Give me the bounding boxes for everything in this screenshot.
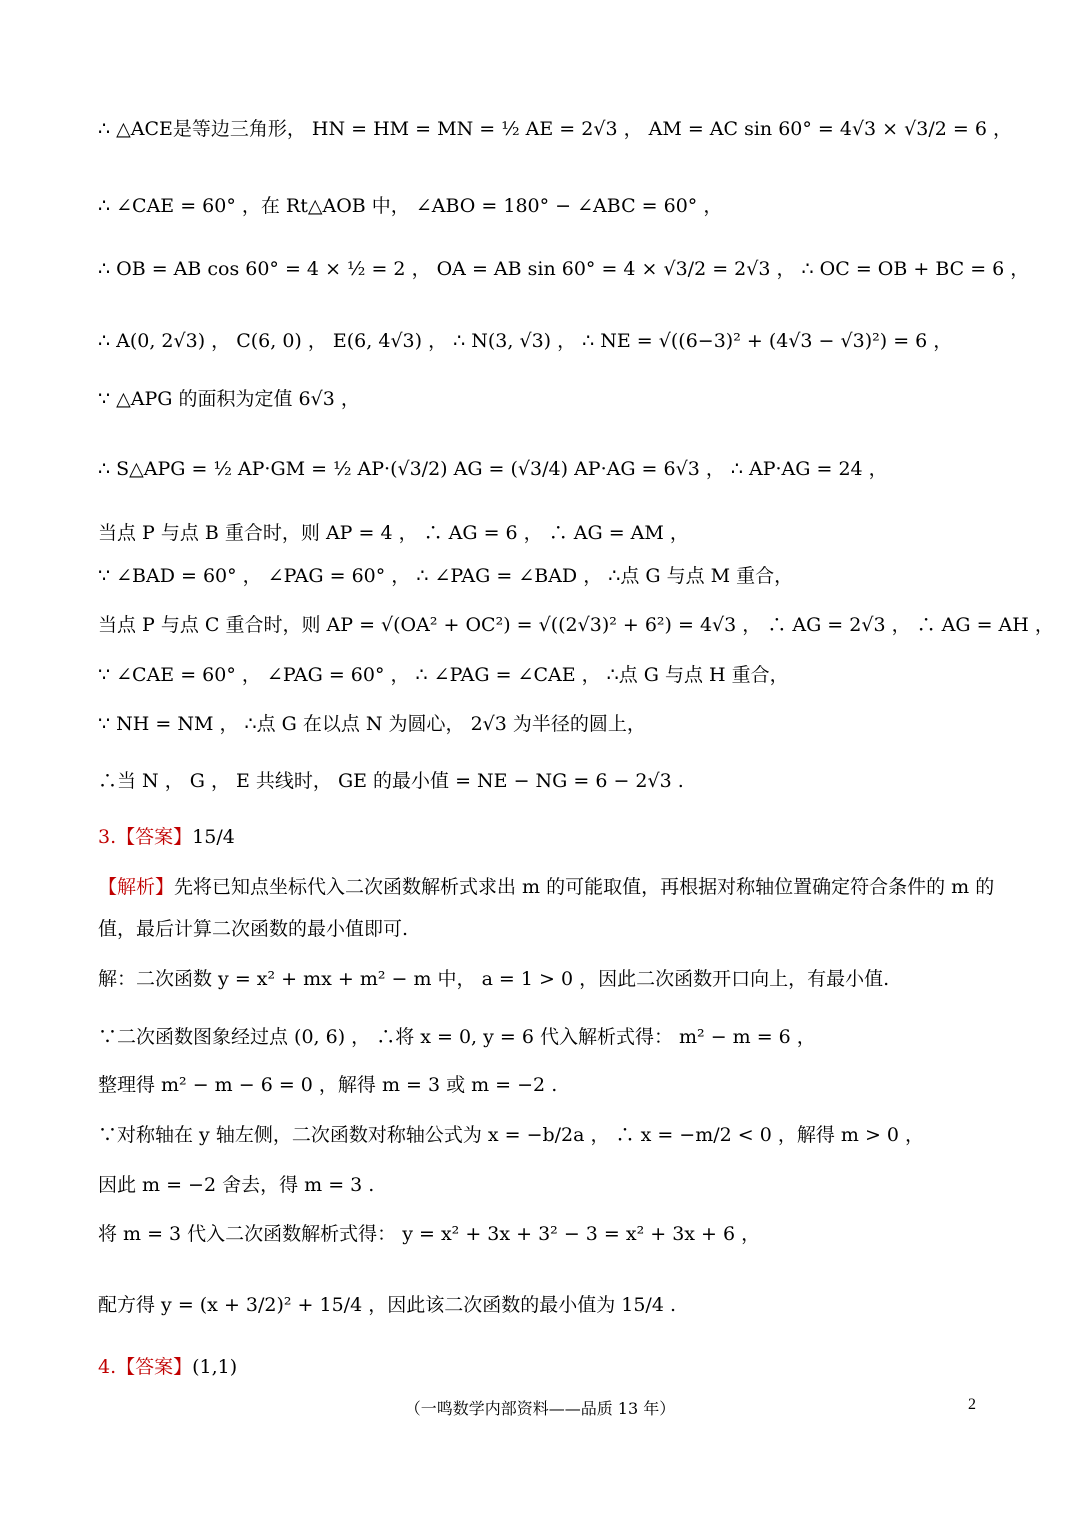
solution-line-7: 配方得 y = (x + 3/2)² + 15/4 ，因此该二次函数的最小值为 15/4 . <box>98 1294 676 1316</box>
page-number: 2 <box>968 1396 976 1413</box>
answer-3-value: 15/4 <box>192 826 235 848</box>
solution-line-1: 解：二次函数 y = x² + mx + m² − m 中， a = 1 > 0 ，因此二次函数开口向上，有最小值. <box>98 968 890 990</box>
line-10: ∵ ∠CAE = 60° ， ∠PAG = 60° ， ∴ ∠PAG = ∠CAE ， ∴点 G 与点 H 重合， <box>98 664 789 686</box>
answer-4 <box>98 1358 1020 1377</box>
answer-4-value: (1,1) <box>192 1356 238 1378</box>
line-4: ∴ A(0, 2√3) ， C(6, 0) ， E(6, 4√3) ， ∴ N(3, √3) ， ∴ NE = √((6−3)² + (4√3 − √3)²) = 6 ， <box>98 330 953 352</box>
solution-line-6: 将 m = 3 代入二次函数解析式得： y = x² + 3x + 3² − 3 = x² + 3x + 6 ， <box>98 1223 761 1245</box>
answer-4-label: 4.【答案】 <box>98 1356 193 1378</box>
analysis-text: 先将已知点坐标代入二次函数解析式求出 m 的可能取值，再根据对称轴位置确定符合条件的 m 的 <box>174 876 995 898</box>
page-footer: （一鸣数学内部资料——品质 13 年） <box>404 1399 676 1418</box>
line-11: ∵ NH = NM ， ∴点 G 在以点 N 为圆心， 2√3 为半径的圆上， <box>98 713 646 735</box>
line-5: ∵ △APG 的面积为定值 6√3 ， <box>98 388 360 410</box>
line-9: 当点 P 与点 C 重合时，则 AP = √(OA² + OC²) = √((2√3)² + 6²) = 4√3 ， ∴ AG = 2√3 ， ∴ AG = AH ， <box>98 614 1054 636</box>
answer-3-label: 3.【答案】 <box>98 826 193 848</box>
analysis-line-1 <box>98 878 1020 897</box>
line-12: ∴当 N ， G ， E 共线时， GE 的最小值 = NE − NG = 6 − 2√3 . <box>98 770 684 792</box>
line-3: ∴ OB = AB cos 60° = 4 × ½ = 2 ， OA = AB sin 60° = 4 × √3/2 = 2√3 ， ∴ OC = OB + BC = 6 ， <box>98 258 1030 280</box>
answer-3 <box>98 828 1020 847</box>
line-8: ∵ ∠BAD = 60° ， ∠PAG = 60° ， ∴ ∠PAG = ∠BAD ， ∴点 G 与点 M 重合， <box>98 565 794 587</box>
line-2: ∴ ∠CAE = 60° ，在 Rt△AOB 中， ∠ABO = 180° − ∠ABC = 60° ， <box>98 195 723 217</box>
line-6: ∴ S△APG = ½ AP·GM = ½ AP·(√3/2) AG = (√3/4) AP·AG = 6√3 ， ∴ AP·AG = 24 ， <box>98 458 888 480</box>
line-7: 当点 P 与点 B 重合时，则 AP = 4 ， ∴ AG = 6 ， ∴ AG = AM ， <box>98 522 689 544</box>
solution-line-3: 整理得 m² − m − 6 = 0 ，解得 m = 3 或 m = −2 . <box>98 1074 558 1096</box>
analysis-line-2: 值，最后计算二次函数的最小值即可. <box>98 918 409 940</box>
solution-line-5: 因此 m = −2 舍去，得 m = 3 . <box>98 1174 375 1196</box>
solution-line-2: ∵二次函数图象经过点 (0, 6) ， ∴将 x = 0, y = 6 代入解析式得： m² − m = 6 ， <box>98 1026 816 1048</box>
solution-line-4: ∵对称轴在 y 轴左侧，二次函数对称轴公式为 x = −b/2a ， ∴ x = −m/2 < 0 ，解得 m > 0 ， <box>98 1124 925 1146</box>
analysis-label: 【解析】 <box>98 876 175 898</box>
line-1: ∴ △ACE是等边三角形， HN = HM = MN = ½ AE = 2√3 ， AM = AC sin 60° = 4√3 × √3/2 = 6 ， <box>98 118 1012 140</box>
